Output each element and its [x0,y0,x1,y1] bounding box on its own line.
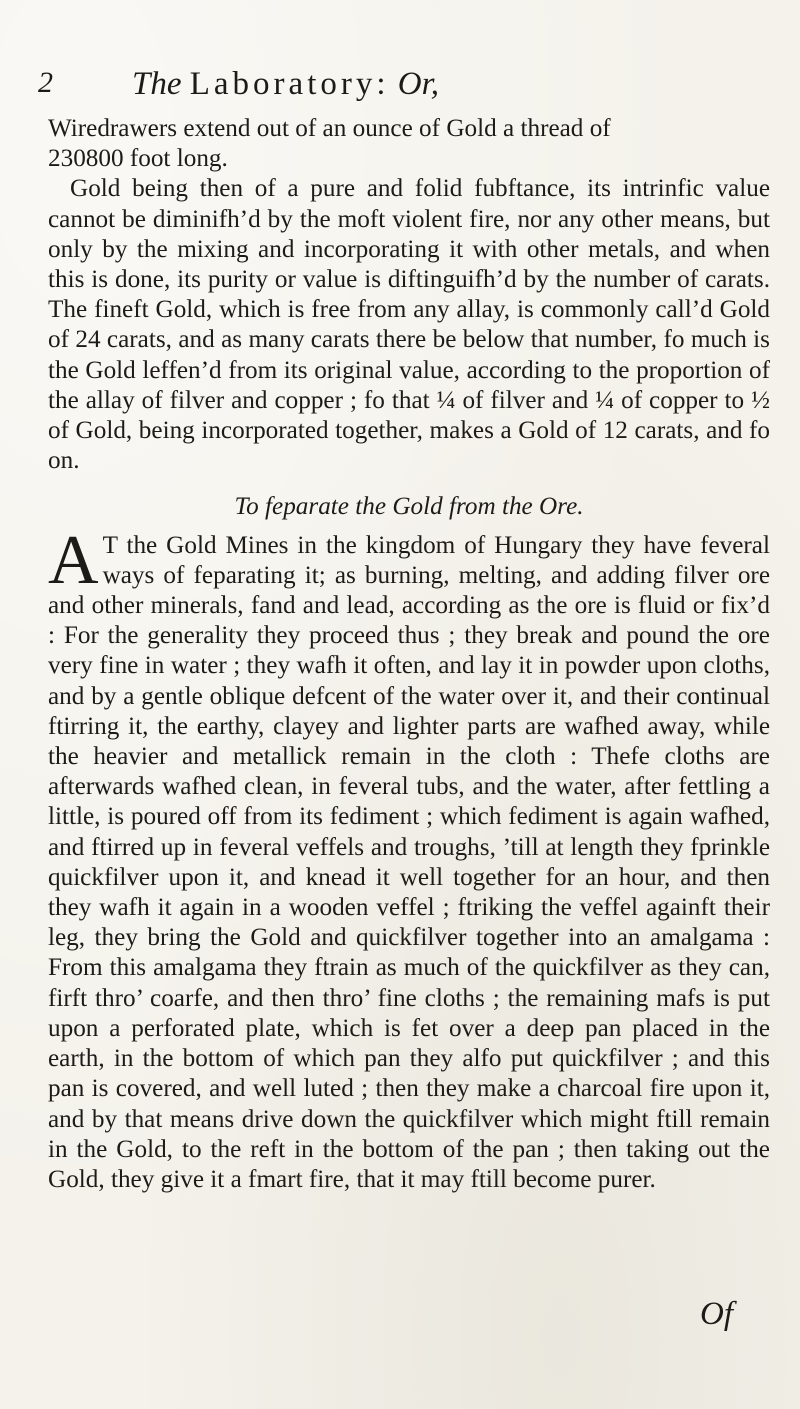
intro-line-2: 230800 foot long. [48,145,228,173]
gold-value-paragraph: Gold being then of a pure and folid fubftance, its intrinfic value cannot be diminifh’d by the moft violent fire, nor any other means, but only by the mixing and incorporating it with other metals, and when this is done, its purity or value is diftinguifh’d by the number of carats. The fineft Gold, which is free from any allay, is commonly call’d Gold of 24 carats, and as many carats there be below that number, fo much is the Gold leffen’d from its original value, according to the proportion of the allay of filver and copper ; fo that ¼ of filver and ¼ of copper to ½ of Gold, being incorporated together, makes a Gold of 12 carats, and fo on. [48,175,770,475]
page-header [38,66,758,106]
running-head-title: Laboratory: [189,66,390,102]
page-number: 2 [38,66,53,99]
section-heading: To feparate the Gold from the Ore. [234,493,584,521]
ore-separation-paragraph [48,521,770,1195]
intro-paragraph [48,114,770,174]
running-head-or: Or, [397,66,440,102]
intro-line-1: Wiredrawers extend out of an ounce of Gold a thread of [48,115,611,142]
running-head [132,66,439,103]
body-text [48,114,770,1195]
ore-paragraph-text: T the Gold Mines in the kingdom of Hungary they have feveral ways of feparating it; as burning, melting, and adding filver ore and other minerals, fand and lead, according as the ore is fluid or fix’d : For the generality they proceed thus ; they break and pound the ore very fine in water ; they wafh it often, and lay it in powder upon cloths, and by a gentle oblique defcent of the water over it, and their continual ftirring it, the earthy, clayey and lighter parts are wafhed away, while the heavier and metallick remain in the cloth : Thefe cloths are afterwards wafhed clean, in feveral tubs, and the water, after fettling a little, is poured off from its fediment ; which fediment is again wafhed, and ftirred up in feveral veffels and troughs, ’till at length they fprinkle quickfilver upon it, and knead it well together for an hour, and then they wafh it again in a wooden veffel ; ftriking the veffel againft their leg, they bring the Gold and quickfilver together into an amalgama : From this amalgama they ftrain as much of the quickfilver as they can, firft thro’ coarfe, and then thro’ fine cloths ; the remaining mafs is put upon a perforated plate, which is fet over a deep pan placed in the earth, in the bottom of which pan they alfo put quickfilver ; and this pan is covered, and well luted ; then they make a charcoal fire upon it, and by that means drive down the quickfilver which might ftill remain in the Gold, to the reft in the bottom of the pan ; then taking out the Gold, they give it a fmart fire, that it may ftill become purer. [48,531,770,1193]
catchword: Of [700,1296,733,1332]
drop-cap: A [48,521,99,599]
running-head-the: The [132,66,182,102]
